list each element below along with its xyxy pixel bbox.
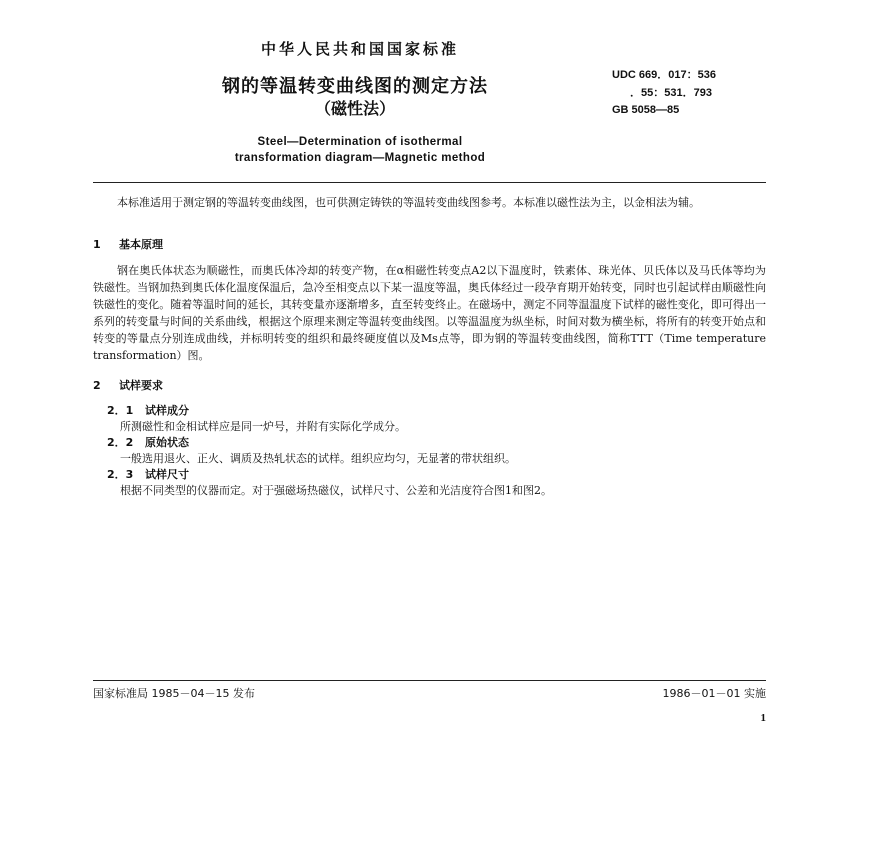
issue-date: 国家标准局 1985－04－15 发布 [93, 687, 255, 700]
document-title-cn: 钢的等温转变曲线图的测定方法 [222, 76, 488, 97]
subsection-2-2-title: 原始状态 [145, 436, 189, 449]
section-2-title: 试样要求 [119, 379, 163, 392]
subsection-2-1-heading [107, 402, 189, 418]
document-title-en-line2: transformation diagram—Magnetic method [234, 152, 486, 164]
subsection-2-3-number: 2．3 [107, 468, 134, 481]
gb-standard-code: GB 5058—85 [612, 104, 680, 116]
document-title-en-line1: Steel—Determination of isothermal [257, 136, 463, 148]
udc-code-line2: ．55：531．793 [630, 87, 712, 99]
page-number: 1 [760, 712, 766, 724]
subsection-2-2-text: 一般选用退火、正火、调质及热轧状态的试样。组织应均匀，无显著的带状组织。 [120, 452, 516, 465]
subsection-2-3-heading [107, 466, 189, 482]
section-2-number: 2 [93, 379, 101, 392]
section-1-paragraph: 钢在奥氏体状态为顺磁性，而奥氏体冷却的转变产物，在α相磁性转变点A2以下温度时，铁素体、珠光体、贝氏体以及马氏体等均为铁磁性。当钢加热到奥氏体化温度保温后，急冷至相变点以下某一温度等温，奥氏体经过一段孕育期开始转变，同时也引起试样由顺磁性向铁磁性的变化。随着等温时间的延长，其转变量亦逐渐增多，直至转变终止。在磁场中，测定不同等温温度下试样的磁性变化，即可得出一系列的转变量与时间的关系曲线，根据这个原理来测定等温转变曲线图。以等温温度为纵坐标，时间对数为横坐标，将所有的转变开始点和转变的等量点分别连成曲线，并标明转变的组织和最终硬度值以及Ms点等，即为钢的等温转变曲线图，简称TTT（Time temperature transformation）图。 [93, 264, 766, 362]
subsection-2-3-title: 试样尺寸 [145, 468, 189, 481]
section-2-heading [93, 377, 163, 393]
section-1-title: 基本原理 [119, 238, 163, 251]
subsection-2-3-text: 根据不同类型的仪器而定。对于强磁场热磁仪，试样尺寸、公差和光洁度符合图1和图2。 [120, 484, 552, 497]
section-1-heading [93, 236, 163, 252]
udc-code-line1: UDC 669．017：536 [612, 69, 716, 81]
subsection-2-2-number: 2．2 [107, 436, 134, 449]
subsection-2-1-text: 所测磁性和金相试样应是同一炉号，并附有实际化学成分。 [120, 420, 406, 433]
document-subtitle-cn: （磁性法） [314, 99, 395, 118]
intro-paragraph: 本标准适用于测定钢的等温转变曲线图，也可供测定铸铁的等温转变曲线图参考。本标准以磁性法为主，以金相法为辅。 [117, 196, 700, 209]
header-divider [93, 182, 766, 183]
section-1-number: 1 [93, 238, 101, 251]
subsection-2-2-heading [107, 434, 189, 450]
subsection-2-1-number: 2．1 [107, 404, 134, 417]
subsection-2-1-title: 试样成分 [145, 404, 189, 417]
standard-org-header: 中华人民共和国国家标准 [260, 40, 459, 58]
effective-date: 1986－01－01 实施 [662, 687, 766, 700]
footer-divider [93, 680, 766, 681]
